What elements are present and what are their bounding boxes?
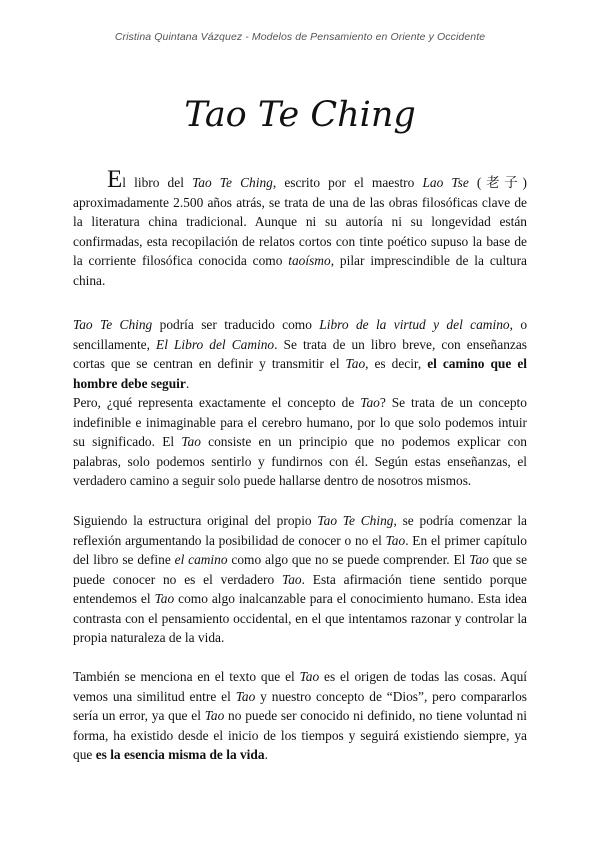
- italic-text: Tao: [469, 552, 489, 567]
- italic-text: Libro de la virtud y del camino: [319, 317, 510, 332]
- italic-text: Tao: [154, 591, 175, 606]
- italic-text: Lao Tse: [422, 175, 469, 190]
- paragraph-translation: [73, 315, 527, 393]
- italic-text: Tao: [360, 395, 380, 410]
- text-run: Siguiendo la estructura original del propio: [73, 513, 318, 528]
- text-run: l libro del: [122, 175, 193, 190]
- text-run: consiste en un principio que no podemos explicar con palabras, solo podemos sentirlo y fundirnos con él. Según estas enseñanzas, el verdadero camino a seguir solo puede hallarse dentro de nosotros mismos.: [73, 434, 527, 488]
- italic-text: taoísmo: [288, 253, 331, 268]
- italic-text: Tao: [299, 669, 320, 684]
- text-run: que se puede conocer no es el verdadero: [73, 552, 528, 587]
- italic-text: Tao Te Ching: [192, 175, 273, 190]
- text-run: , escrito por el maestro: [272, 175, 423, 190]
- text-run: ? Se trata de un concepto indefinible e inimaginable para el cerebro humano, por lo que solo podemos intuir su significado. El: [73, 395, 527, 449]
- text-run: , es decir,: [365, 356, 428, 371]
- text-run: (老子) aproximadamente 2.500 años atrás, se trata de una de las obras filosóficas clave de la literatura china tradicional. Aunque ni su autoría ni su longevidad están confirmadas, esta recopilación de relatos cortos con tinte poético supuso la base de la corriente filosófica conocida como: [73, 175, 527, 268]
- italic-text: Tao: [385, 532, 406, 548]
- italic-text: Tao Te Ching: [73, 317, 153, 332]
- italic-text: Tao: [345, 356, 366, 371]
- text-run: Pero, ¿qué representa exactamente el concepto de: [73, 395, 361, 410]
- italic-text: Tao: [204, 708, 225, 723]
- text-run: .: [185, 375, 190, 391]
- text-run: , pilar imprescindible de la cultura china.: [73, 253, 527, 288]
- text-run: . En el primer capítulo del libro se define: [73, 532, 527, 567]
- text-run: .: [264, 747, 268, 762]
- paragraph-concept: [73, 393, 527, 491]
- text-run: como algo que no se puede comprender. El: [227, 552, 470, 567]
- italic-text: Tao Te Ching: [317, 513, 394, 528]
- text-run: , o sencillamente,: [73, 317, 528, 352]
- italic-text: Tao: [235, 688, 256, 704]
- text-run: es el origen de todas las cosas. Aquí vemos una similitud entre el: [73, 669, 527, 704]
- text-run: , se podría comenzar la reflexión argumentando la posibilidad de conocer o no el: [73, 513, 527, 548]
- paragraph-origin: [73, 667, 527, 765]
- italic-text: Tao: [181, 434, 201, 449]
- text-run: podría ser traducido como: [152, 317, 320, 332]
- text-run: como algo inalcanzable para el conocimiento humano. Esta idea contrasta con el pensamiento occidental, en el que intentamos razonar y controlar la propia naturaleza de la vida.: [73, 591, 527, 645]
- italic-text: el camino: [174, 552, 228, 567]
- text-run: . Se trata de un libro breve, con enseñanzas cortas que se centran en definir y transmitir el: [73, 336, 527, 371]
- italic-text: El Libro del Camino: [156, 336, 275, 352]
- text-run: no puede ser conocido ni definido, no tiene voluntad ni forma, ha existido desde el inicio de los tiempos y seguirá existiendo siempre, ya que: [73, 708, 528, 762]
- italic-text: Tao: [282, 571, 302, 587]
- text-run: y nuestro concepto de “Dios”, pero compararlos sería un error, ya que el: [73, 688, 528, 723]
- text-run: . Esta afirmación tiene sentido porque entendemos el: [73, 571, 527, 606]
- drop-cap: E: [107, 166, 123, 193]
- page-title: Tao Te Ching: [184, 95, 416, 135]
- paragraph-intro: [73, 166, 527, 290]
- bold-text: el camino que el hombre debe seguir: [73, 356, 527, 391]
- text-run: También se menciona en el texto que el: [73, 669, 300, 684]
- running-header: Cristina Quintana Vázquez - Modelos de Pensamiento en Oriente y Occidente: [114, 31, 486, 43]
- paragraph-structure: [73, 511, 527, 648]
- bold-text: es la esencia misma de la vida: [95, 747, 265, 762]
